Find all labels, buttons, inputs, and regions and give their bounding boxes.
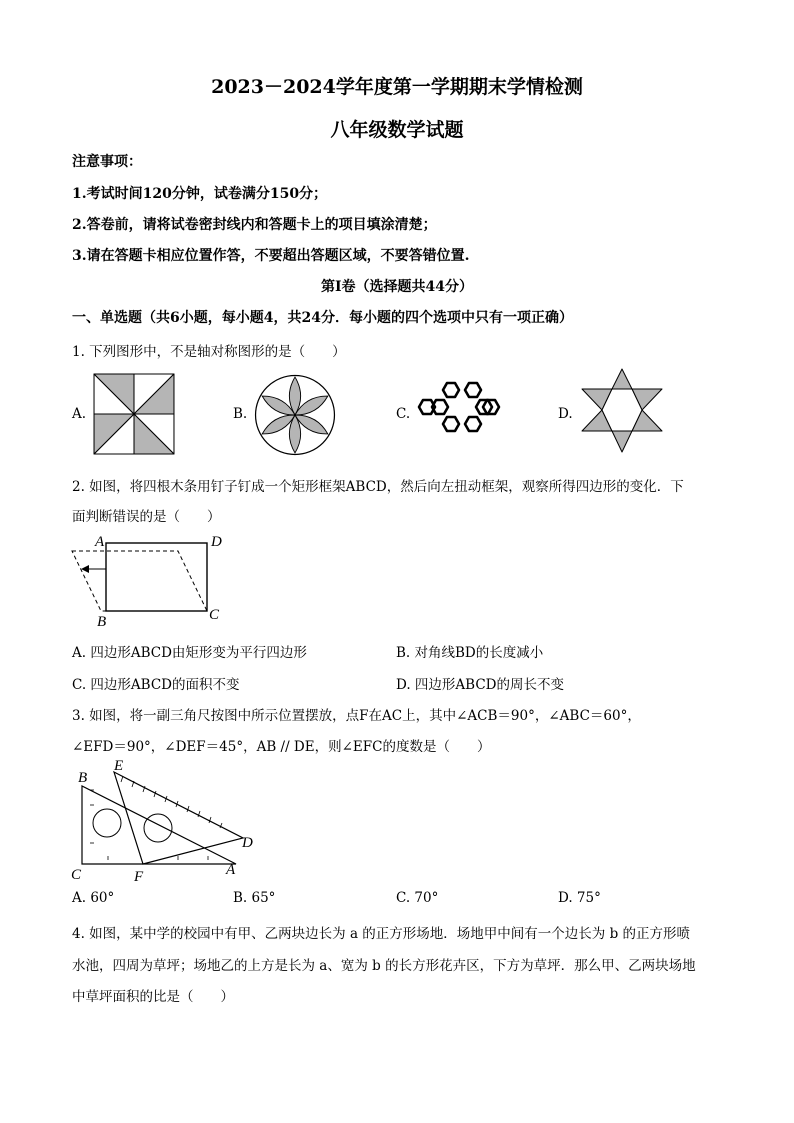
q3-label-c: C bbox=[71, 867, 82, 883]
q4-stem-line1: 4. 如图，某中学的校园中有甲、乙两块边长为 a 的正方形场地．场地甲中间有一个边长为 b 的正方形喷 bbox=[72, 926, 691, 942]
q2-option-b: B. 对角线BD的长度减小 bbox=[396, 645, 544, 661]
q2-label-a: A bbox=[95, 534, 105, 550]
q2-label-b: B bbox=[97, 614, 107, 630]
q2-option-c: C. 四边形ABCD的面积不变 bbox=[72, 677, 240, 693]
q3-stem-line2: ∠EFD＝90°，∠DEF＝45°，AB // DE，则∠EFC的度数是（ ） bbox=[72, 739, 491, 755]
q2-option-d: D. 四边形ABCD的周长不变 bbox=[396, 677, 564, 693]
q2-stem-line2: 面判断错误的是（ ） bbox=[72, 509, 221, 525]
notes-item-1: 1.考试时间120分钟，试卷满分150分； bbox=[72, 186, 328, 202]
q3-stem-line1: 3. 如图，将一副三角尺按图中所示位置摆放，点F在AC上，其中∠ACB＝90°，∠ABC＝60°， bbox=[72, 708, 641, 724]
q1-figure-flower bbox=[254, 374, 336, 456]
q4-stem-line3: 中草坪面积的比是（ ） bbox=[72, 989, 234, 1005]
q1-option-d-label: D. bbox=[558, 406, 573, 422]
q2-stem-line1: 2. 如图，将四根木条用钉子钉成一个矩形框架ABCD，然后向左扭动框架，观察所得四边形的变化．下 bbox=[72, 479, 684, 495]
q3-label-b: B bbox=[78, 770, 88, 786]
q1-figure-hexagons bbox=[416, 377, 500, 447]
notes-item-3: 3.请在答题卡相应位置作答，不要超出答题区域，不要答错位置. bbox=[72, 248, 470, 264]
q3-label-e: E bbox=[114, 758, 124, 774]
notes-item-2: 2.答卷前，请将试卷密封线内和答题卡上的项目填涂清楚； bbox=[72, 217, 437, 233]
q1-option-b-label: B. bbox=[233, 406, 248, 422]
q2-figure-rectangle-frame bbox=[68, 532, 238, 632]
q3-option-d: D. 75° bbox=[558, 890, 601, 906]
q2-label-c: C bbox=[209, 607, 220, 623]
q3-option-b: B. 65° bbox=[233, 890, 276, 906]
q2-label-d: D bbox=[211, 534, 222, 550]
q3-option-a: A. 60° bbox=[72, 890, 115, 906]
page-subtitle: 八年级数学试题 bbox=[330, 119, 464, 141]
q1-figure-pinwheel bbox=[93, 373, 175, 455]
q1-figure-star bbox=[580, 368, 664, 454]
q1-option-c-label: C. bbox=[396, 406, 411, 422]
section-title: 第Ⅰ卷（选择题共44分） bbox=[320, 279, 474, 295]
q1-stem: 1. 下列图形中，不是轴对称图形的是（ ） bbox=[72, 344, 346, 360]
q1-option-a-label: A. bbox=[72, 406, 87, 422]
q3-figure-triangles bbox=[68, 760, 268, 885]
notes-heading: 注意事项： bbox=[72, 154, 142, 170]
q3-label-d: D bbox=[242, 835, 253, 851]
part1-title: 一、单选题（共6小题，每小题4，共24分．每小题的四个选项中只有一项正确） bbox=[72, 310, 573, 326]
q2-option-a: A. 四边形ABCD由矩形变为平行四边形 bbox=[72, 645, 307, 661]
q4-stem-line2: 水池，四周为草坪；场地乙的上方是长为 a、宽为 b 的长方形花卉区，下方为草坪．那么甲、乙两块场地 bbox=[72, 958, 696, 974]
q3-label-a: A bbox=[226, 862, 236, 878]
page-title: 2023－2024学年度第一学期期末学情检测 bbox=[211, 76, 583, 98]
q3-label-f: F bbox=[134, 869, 144, 885]
q3-option-c: C. 70° bbox=[396, 890, 439, 906]
